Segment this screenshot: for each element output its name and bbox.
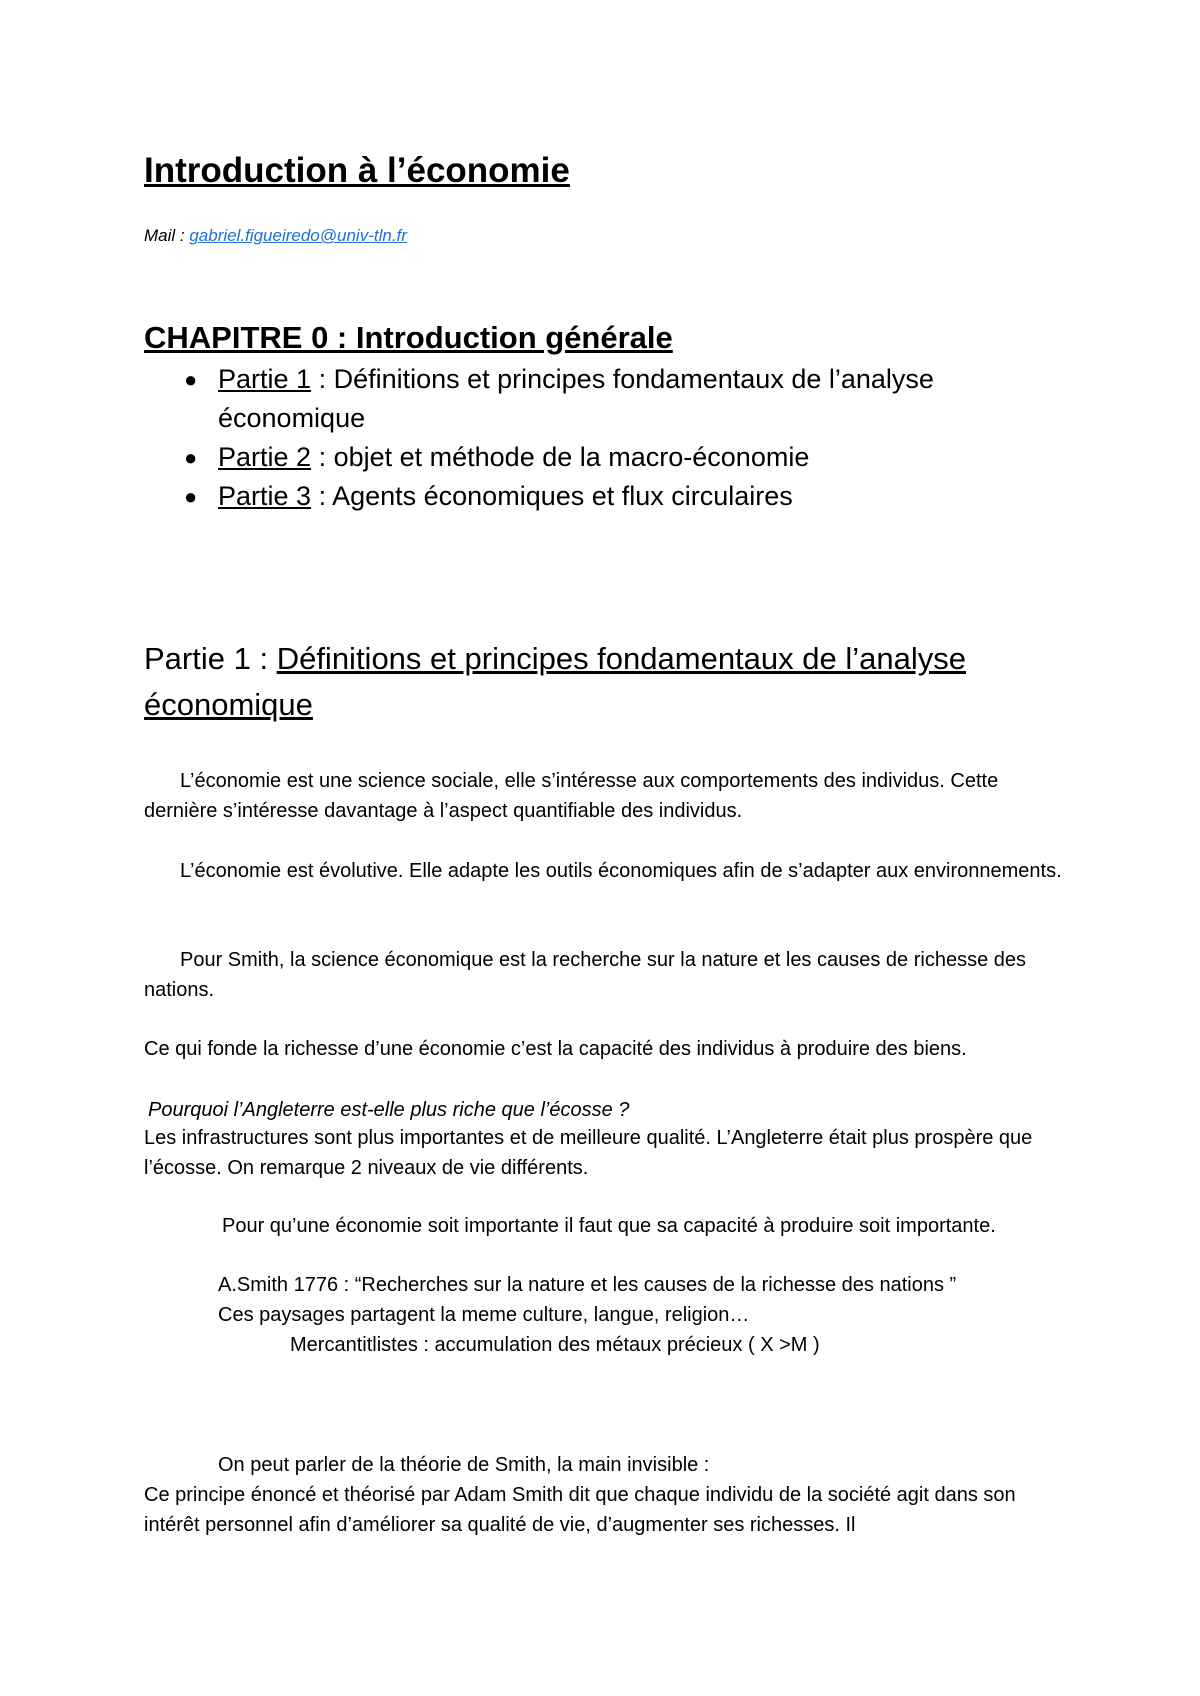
outline-link-partie-3[interactable]: Partie 3 <box>218 481 312 511</box>
paragraph-3-text: Pour Smith, la science économique est la recherche sur la nature et les causes de richesse des nations. <box>144 949 1026 1001</box>
paragraph-3 <box>144 945 1064 1005</box>
chapter-heading: CHAPITRE 0 : Introduction générale <box>144 320 673 355</box>
outline-item-1 <box>144 360 1044 438</box>
section-heading <box>144 636 1064 728</box>
bullet-icon: ● <box>184 445 198 470</box>
paragraph-2-text: L’économie est évolutive. Elle adapte les outils économiques afin de s’adapter aux environnements. <box>180 860 1062 882</box>
paragraph-7: A.Smith 1776 : “Recherches sur la nature et les causes de la richesse des nations ” <box>218 1274 957 1296</box>
mail-link[interactable]: gabriel.figueiredo@univ-tln.fr <box>189 226 407 245</box>
outline-text: : Définitions et principes fondamentaux de l’analyse économique <box>218 364 934 433</box>
paragraph-4: Ce qui fonde la richesse d’une économie c’est la capacité des individus à produire des biens. <box>144 1038 967 1060</box>
question-text: Pourquoi l’Angleterre est-elle plus riche que l’écosse ? <box>148 1099 630 1121</box>
section-title: Définitions et principes fondamentaux de l’analyse économique <box>144 641 966 722</box>
paragraph-8: Ces paysages partagent la meme culture, langue, religion… <box>218 1304 750 1326</box>
bullet-icon: ● <box>184 367 198 392</box>
mail-line <box>144 224 407 248</box>
section-prefix: Partie 1 : <box>144 641 277 676</box>
chapter-outline-list <box>144 360 1044 516</box>
outline-link-partie-1[interactable]: Partie 1 <box>218 364 312 394</box>
paragraph-10: On peut parler de la théorie de Smith, la main invisible : <box>218 1454 710 1476</box>
outline-item-3 <box>144 477 1044 516</box>
paragraph-6-text: Pour qu’une économie soit importante il faut que sa capacité à produire soit importante. <box>222 1215 996 1237</box>
mail-label: Mail : <box>144 226 190 245</box>
paragraph-1 <box>144 766 1064 826</box>
document-page <box>144 0 1064 1696</box>
paragraph-1-text: L’économie est une science sociale, elle s’intéresse aux comportements des individus. Cette dernière s’intéresse davantage à l’aspect quantifiable des individus. <box>144 770 999 822</box>
paragraph-11: Ce principe énoncé et théorisé par Adam Smith dit que chaque individu de la société agit dans son intérêt personnel afin d’améliorer sa qualité de vie, d’augmenter ses richesses. Il <box>144 1484 1016 1536</box>
paragraph-6 <box>144 1211 1064 1241</box>
outline-text: : Agents économiques et flux circulaires <box>311 481 793 511</box>
paragraph-2 <box>144 856 1064 886</box>
outline-link-partie-2[interactable]: Partie 2 <box>218 442 312 472</box>
bullet-icon: ● <box>184 484 198 509</box>
paragraph-5: Les infrastructures sont plus importantes et de meilleure qualité. L’Angleterre était plus prospère que l’écosse. On remarque 2 niveaux de vie différents. <box>144 1127 1033 1179</box>
outline-text: : objet et méthode de la macro-économie <box>311 442 810 472</box>
document-title: Introduction à l’économie <box>144 151 570 190</box>
outline-item-2 <box>144 438 1044 477</box>
paragraph-9: Mercantitlistes : accumulation des métaux précieux ( X >M ) <box>290 1334 820 1356</box>
